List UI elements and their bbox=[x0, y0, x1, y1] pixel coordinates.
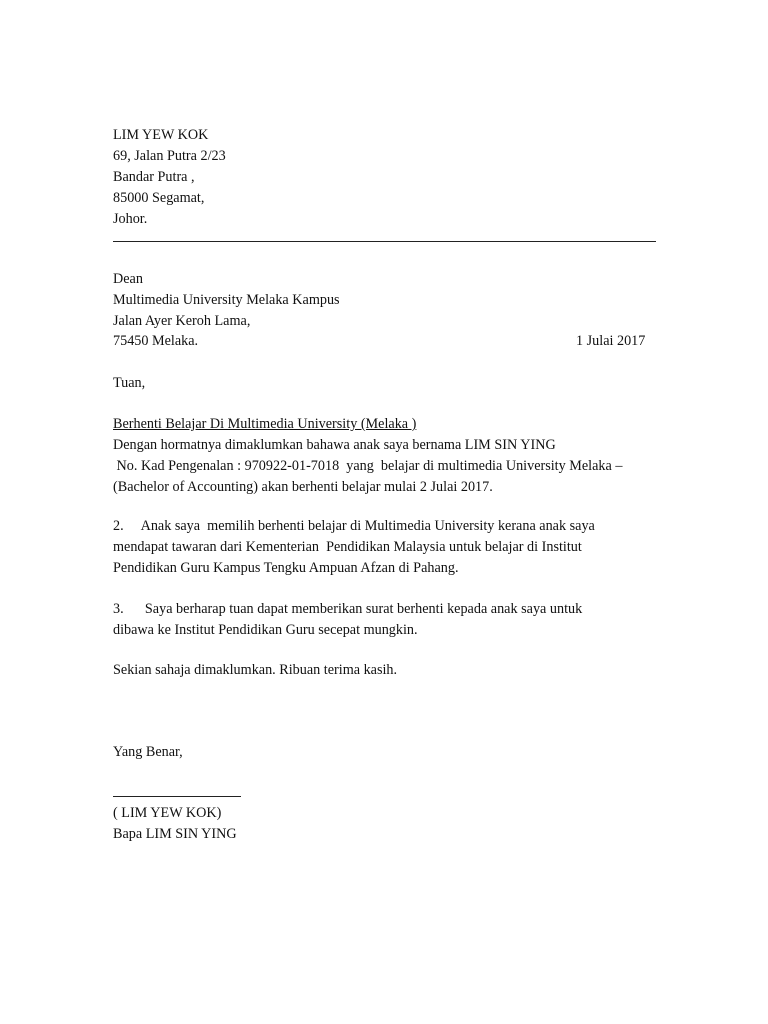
recipient-title: Dean bbox=[113, 271, 143, 287]
signoff: Yang Benar, bbox=[113, 744, 183, 760]
letter-date: 1 Julai 2017 bbox=[576, 333, 646, 349]
salutation: Tuan, bbox=[113, 375, 146, 391]
body-line: Dengan hormatnya dimaklumkan bahawa anak saya bernama LIM SIN YING bbox=[113, 437, 556, 453]
subject-line: Berhenti Belajar Di Multimedia University (Melaka ) bbox=[113, 416, 417, 432]
signatory-name: ( LIM YEW KOK) bbox=[113, 805, 222, 821]
recipient-address-line: Multimedia University Melaka Kampus bbox=[113, 292, 340, 308]
recipient-address-line: Jalan Ayer Keroh Lama, bbox=[113, 313, 251, 329]
body-line: 3. Saya berharap tuan dapat memberikan surat berhenti kepada anak saya untuk bbox=[113, 601, 583, 617]
body-line: mendapat tawaran dari Kementerian Pendidikan Malaysia untuk belajar di Institut bbox=[113, 539, 582, 555]
body-line: 2. Anak saya memilih berhenti belajar di Multimedia University kerana anak saya bbox=[113, 518, 595, 534]
body-line: (Bachelor of Accounting) akan berhenti belajar mulai 2 Julai 2017. bbox=[113, 479, 493, 495]
header-divider bbox=[113, 241, 656, 242]
signatory-relation: Bapa LIM SIN YING bbox=[113, 826, 237, 842]
sender-address-line: Johor. bbox=[113, 211, 148, 227]
sender-name: LIM YEW KOK bbox=[113, 127, 209, 143]
body-line: No. Kad Pengenalan : 970922-01-7018 yang belajar di multimedia University Melaka – bbox=[113, 458, 623, 474]
closing-line: Sekian sahaja dimaklumkan. Ribuan terima kasih. bbox=[113, 662, 398, 678]
signature-line bbox=[113, 796, 241, 797]
body-line: Pendidikan Guru Kampus Tengku Ampuan Afzan di Pahang. bbox=[113, 560, 459, 576]
sender-address-line: Bandar Putra , bbox=[113, 169, 195, 185]
recipient-address-line: 75450 Melaka. bbox=[113, 333, 199, 349]
sender-address-line: 69, Jalan Putra 2/23 bbox=[113, 148, 226, 164]
body-line: dibawa ke Institut Pendidikan Guru secepat mungkin. bbox=[113, 622, 418, 638]
sender-address-line: 85000 Segamat, bbox=[113, 190, 205, 206]
